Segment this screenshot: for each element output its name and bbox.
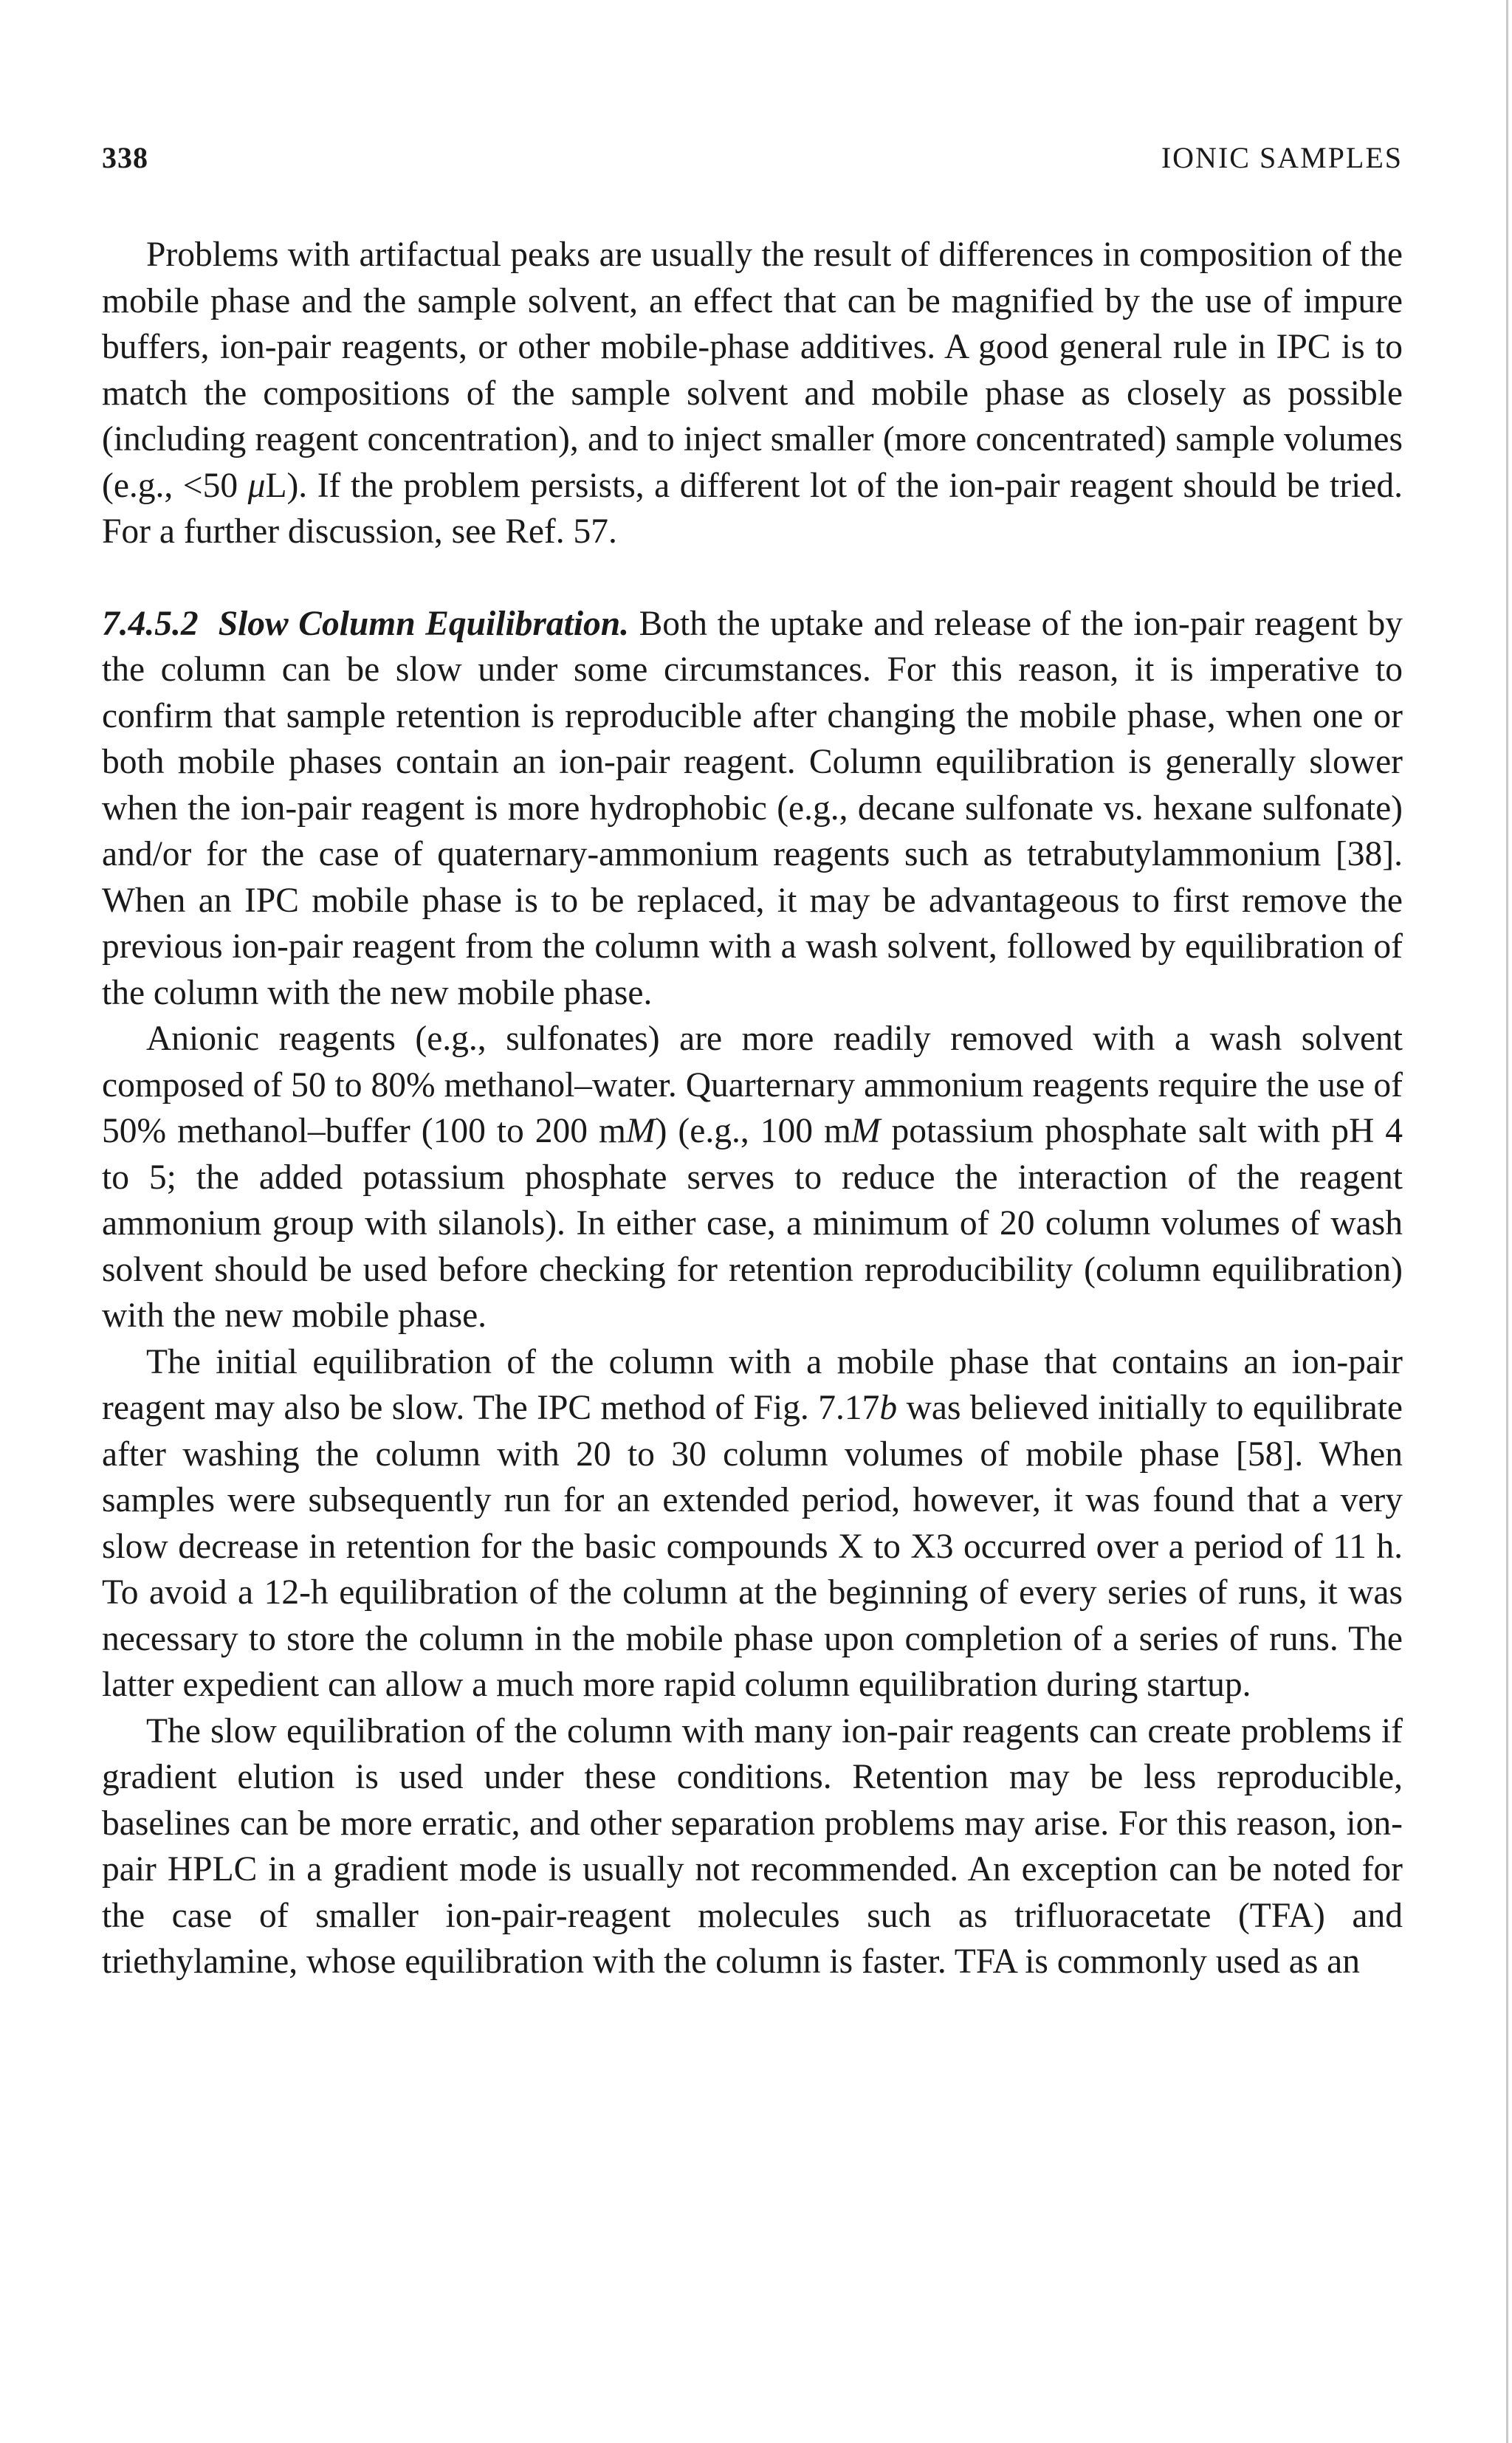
section-number: 7.4.5.2	[102, 604, 199, 643]
text-run-italic: b	[879, 1389, 898, 1427]
text-run: Anionic reagents (e.g., sulfonates) are more readily removed with a wash solvent composed of 50 to 80% methanol–water. Quarternary ammonium reagents require the use of 50% methanol–buffer (100 to 200 m	[102, 1020, 1403, 1150]
text-run: Problems with artifactual peaks are usually the result of differences in composition of the mobile phase and the sample solvent, an effect that can be magnified by the use of impure buffers, ion-pair reagents, or other mobile-phase additives. A good general rule in IPC is to match the compositions of the sample solvent and mobile phase as closely as possible (including reagent concentration), and to inject smaller (more concentrated) sample volumes (e.g., <50	[102, 236, 1403, 505]
section-title: Slow Column Equilibration.	[218, 604, 630, 643]
paragraph-gradient-elution	[102, 1708, 1403, 1985]
text-run: The initial equilibration of the column with a mobile phase that contains an ion-pair reagent may also be slow. The IPC method of Fig. 7.17	[102, 1342, 1403, 1427]
paragraph-anionic-reagents	[102, 1016, 1403, 1339]
text-run: The slow equilibration of the column with many ion-pair reagents can create problems if gradient elution is used under these conditions. Retention may be less reproducible, baselines can be more erratic, and other separation problems may arise. For this reason, ion-pair HPLC in a gradient mode is usually not recommended. An exception can be noted for the case of smaller ion-pair-reagent molecules such as trifluoracetate (TFA) and triethylamine, whose equilibration with the column is faster. TFA is commonly used as an	[102, 1711, 1403, 1981]
text-run-italic: M	[626, 1112, 656, 1150]
text-run: L). If the problem persists, a different lot of the ion-pair reagent should be tried. For a further discussion, see Ref. 57.	[102, 466, 1403, 551]
body-text	[102, 232, 1403, 1985]
text-run: potassium phosphate salt with pH 4 to 5; the added potassium phosphate serves to reduce the interaction of the reagent ammonium group with silanols). In either case, a minimum of 20 column volumes of wash solvent should be used before checking for retention reproducibility (column equilibration) with the new mobile phase.	[102, 1112, 1403, 1335]
page-header	[102, 140, 1403, 185]
paragraph-slow-column-equilibration	[102, 601, 1403, 1017]
running-head: IONIC SAMPLES	[1161, 141, 1403, 174]
page-edge-shadow	[1506, 0, 1508, 2443]
text-run-italic: μ	[247, 466, 266, 505]
page-number: 338	[102, 141, 148, 174]
paragraph-initial-equilibration	[102, 1339, 1403, 1708]
paragraph-artifactual-peaks	[102, 232, 1403, 555]
text-run-italic: M	[850, 1112, 881, 1150]
text-run: ) (e.g., 100 m	[655, 1112, 851, 1150]
text-run: was believed initially to equilibrate after washing the column with 20 to 30 column volumes of mobile phase [58]. When samples were subsequently run for an extended period, however, it was found that a very slow decrease in retention for the basic compounds X to X3 occurred over a period of 11 h. To avoid a 12-h equilibration of the column at the beginning of every series of runs, it was necessary to store the column in the mobile phase upon completion of a series of runs. The latter expedient can allow a much more rapid column equilibration during startup.	[102, 1389, 1403, 1704]
text-run: Both the uptake and release of the ion-pair reagent by the column can be slow under some circumstances. For this reason, it is imperative to confirm that sample retention is reproducible after changing the mobile phase, when one or both mobile phases contain an ion-pair reagent. Column equilibration is generally slower when the ion-pair reagent is more hydrophobic (e.g., decane sulfonate vs. hexane sulfonate) and/or for the case of quaternary-ammonium reagents such as tetrabutylammonium [38]. When an IPC mobile phase is to be replaced, it may be advantageous to first remove the previous ion-pair reagent from the column with a wash solvent, followed by equilibration of the column with the new mobile phase.	[102, 604, 1403, 1012]
